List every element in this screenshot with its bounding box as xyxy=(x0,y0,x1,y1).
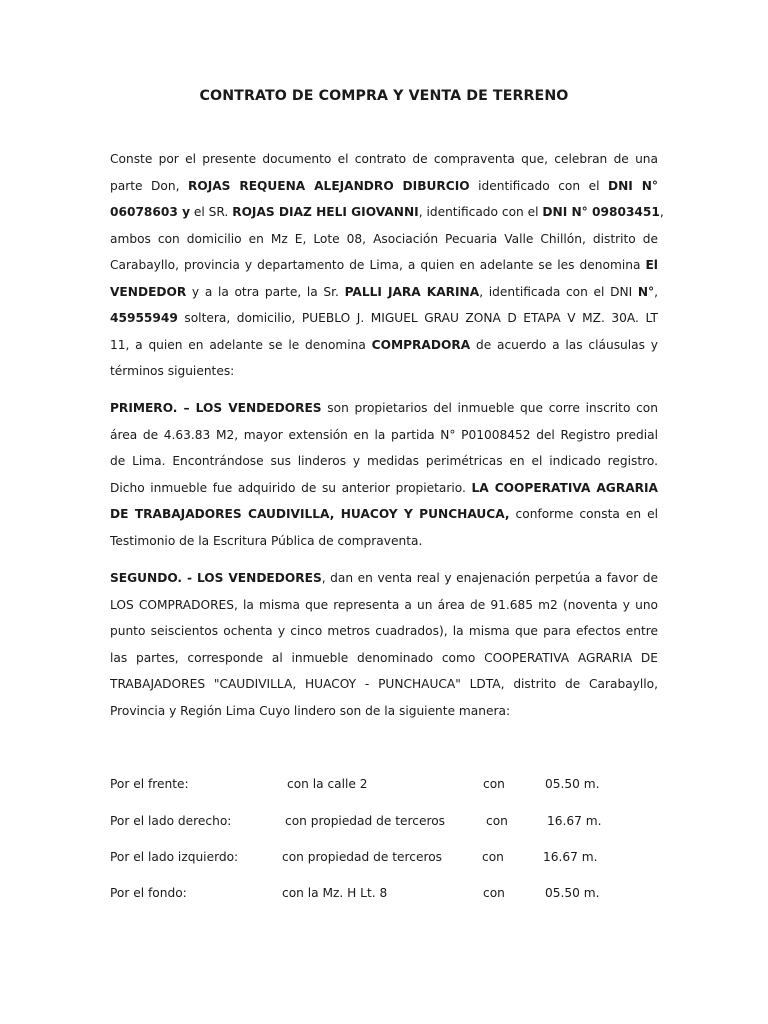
clause-heading: PRIMERO. – LOS VENDEDORES xyxy=(110,401,322,415)
text-run: de acuerdo a las cláusulas y xyxy=(470,337,658,352)
text-line xyxy=(110,448,658,475)
text-run: términos siguientes: xyxy=(110,364,235,378)
text-line xyxy=(110,332,658,359)
buyer-dni: 45955949 xyxy=(110,311,178,325)
text-run: de Lima. Encontrándose sus linderos y medidas perimétricas en el indicado registro. xyxy=(110,454,658,468)
boundary-con: con xyxy=(482,850,504,864)
boundary-neighbor: con propiedad de terceros xyxy=(282,850,443,864)
text-line xyxy=(110,422,658,449)
bold-run: El xyxy=(645,258,658,272)
text-line xyxy=(110,146,658,173)
text-line xyxy=(110,592,658,619)
boundary-con: con xyxy=(483,777,505,791)
text-run: conforme consta en el xyxy=(509,507,658,521)
boundary-side: Por el fondo: xyxy=(110,886,187,900)
text-run: Testimonio de la Escritura Pública de compraventa. xyxy=(110,533,423,548)
boundary-neighbor: con propiedad de terceros xyxy=(285,814,446,828)
text-run: área de 4.63.83 M2, mayor extensión en la partida N° P01008452 del Registro predial xyxy=(110,427,658,442)
text-run: LOS COMPRADORES, la misma que representa a un área de 91.685 m2 (noventa y uno xyxy=(110,597,658,612)
text-line xyxy=(110,528,658,555)
text-run: 11, a quien en adelante se le denomina xyxy=(110,337,372,352)
seller-name-1: ROJAS REQUENA ALEJANDRO DIBURCIO xyxy=(187,178,470,193)
text-run: son propietarios del inmueble que corre inscrito con xyxy=(321,401,658,415)
text-line xyxy=(110,199,664,226)
text-line xyxy=(110,226,658,253)
bold-run: VENDEDOR xyxy=(110,284,187,299)
boundary-con: con xyxy=(486,814,508,828)
boundary-row xyxy=(0,777,768,797)
text-line xyxy=(110,501,658,528)
bold-run: LA COOPERATIVA AGRARIA xyxy=(471,480,658,495)
document-title: CONTRATO DE COMPRA Y VENTA DE TERRENO xyxy=(199,88,569,104)
boundary-neighbor: con la calle 2 xyxy=(287,777,368,791)
text-line xyxy=(110,395,658,422)
text-run: y a la otra parte, la Sr. xyxy=(186,284,345,299)
bold-run: COMPRADORA xyxy=(371,337,471,352)
intro-paragraph xyxy=(110,146,664,385)
text-run: soltera, domicilio, PUEBLO J. MIGUEL GRAU ZONA D ETAPA V MZ. 30A. LT xyxy=(177,311,658,325)
text-line xyxy=(110,565,658,592)
text-run: , identificado con el xyxy=(418,205,543,219)
text-run: Dicho inmueble fue adquirido de su anterior propietario. xyxy=(110,480,472,495)
text-line xyxy=(110,279,658,306)
seller-dni-1: 06078603 y xyxy=(110,205,191,219)
text-run: el SR. xyxy=(190,205,233,219)
boundary-measure: 05.50 m. xyxy=(545,777,600,791)
text-line xyxy=(110,305,658,332)
boundary-side: Por el frente: xyxy=(110,777,189,791)
bold-run: N° xyxy=(637,284,655,299)
text-run: Carabayllo, provincia y departamento de Lima, a quien en adelante se les denomina xyxy=(110,258,646,272)
text-run: Conste por el presente documento el contrato de compraventa que, celebran de una xyxy=(110,152,658,166)
text-run: parte Don, xyxy=(110,178,188,193)
boundary-side: Por el lado izquierdo: xyxy=(110,850,239,864)
clause-heading: SEGUNDO. - LOS VENDEDORES xyxy=(110,571,322,585)
clause-primero xyxy=(110,395,658,554)
text-line xyxy=(110,618,658,645)
buyer-name: PALLI JARA KARINA xyxy=(344,284,480,299)
text-line xyxy=(110,173,658,200)
bold-run: DNI N° xyxy=(607,178,659,193)
text-run: ambos con domicilio en Mz E, Lote 08, Asociación Pecuaria Valle Chillón, distrito de xyxy=(110,231,658,246)
text-line xyxy=(110,475,658,502)
seller-name-2: ROJAS DIAZ HELI GIOVANNI xyxy=(232,205,419,219)
text-run: , identificada con el DNI xyxy=(479,284,638,299)
text-run: , xyxy=(654,284,659,299)
boundary-measure: 16.67 m. xyxy=(547,814,602,828)
boundary-row xyxy=(0,850,768,870)
boundary-measure: 16.67 m. xyxy=(543,850,598,864)
text-run: , dan en venta real y enajenación perpetúa a favor de xyxy=(321,571,658,585)
text-run: , xyxy=(659,205,664,219)
text-run: identificado con el xyxy=(469,178,608,193)
text-run: las partes, corresponde al inmueble denominado como COOPERATIVA AGRARIA DE xyxy=(110,650,658,665)
text-line xyxy=(110,671,658,698)
boundary-neighbor: con la Mz. H Lt. 8 xyxy=(282,886,388,900)
text-line xyxy=(110,358,658,385)
boundary-row xyxy=(0,886,768,906)
boundary-side: Por el lado derecho: xyxy=(110,814,232,828)
text-line xyxy=(110,252,658,279)
text-run: TRABAJADORES "CAUDIVILLA, HUACOY - PUNCHAUCA" LDTA, distrito de Carabayllo, xyxy=(110,677,658,691)
boundary-row xyxy=(0,814,768,834)
bold-run: DE TRABAJADORES CAUDIVILLA, HUACOY Y PUNCHAUCA, xyxy=(110,507,510,521)
boundary-con: con xyxy=(483,886,505,900)
text-run: Provincia y Región Lima Cuyo lindero son de la siguiente manera: xyxy=(110,703,511,718)
boundary-measure: 05.50 m. xyxy=(545,886,600,900)
text-line xyxy=(110,645,658,672)
text-run: punto seiscientos ochenta y cinco metros cuadrados), la misma que para efectos entre xyxy=(110,624,658,638)
seller-dni-2: DNI N° 09803451 xyxy=(542,205,660,219)
text-line xyxy=(110,698,658,725)
clause-segundo xyxy=(110,565,658,724)
